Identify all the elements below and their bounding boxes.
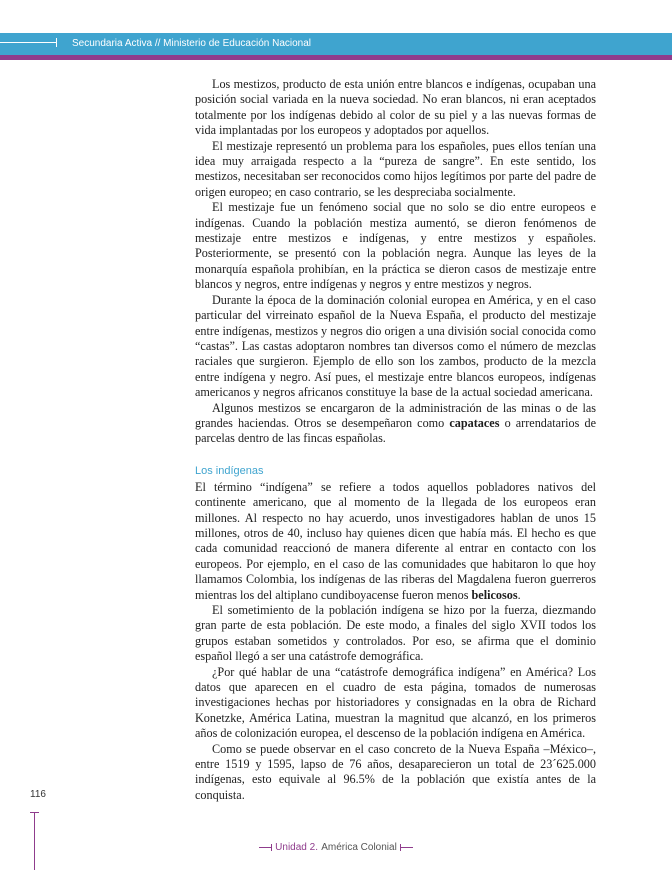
margin-rule — [34, 812, 35, 870]
paragraph: Los mestizos, producto de esta unión entre blancos e indígenas, ocupaban una posición social variada en la nueva sociedad. No eran blancos, ni eran aceptados totalmente por los indígenas debido al color de su piel y a las nuevas formas de vida implantadas por los europeos y adoptados por aquellos. — [195, 77, 596, 138]
paragraph: El mestizaje representó un problema para los españoles, pues ellos tenían una idea muy arraigada respecto a la “pureza de sangre”. En este sentido, los mestizos, necesitaban ser reconocidos como hijos legítimos por parte del padre de origen europeo; en caso contrario, se les despreciaba socialmente. — [195, 138, 596, 199]
paragraph: El sometimiento de la población indígena se hizo por la fuerza, diezmando gran parte de esta población. De este modo, a finales del siglo XVII todos los grupos estaban sometidos y controlados. Por eso, se afirma que el dominio español llegó a ser una catástrofe demográfica. — [195, 603, 596, 664]
footer-left-mark — [259, 847, 272, 848]
footer-right-mark — [400, 847, 413, 848]
bold-term-belicosos: belicosos — [471, 587, 518, 602]
page-number: 116 — [30, 789, 46, 800]
text-run: El término “indígena” se refiere a todos aquellos pobladores nativos del continente americano, que al momento de la llegada de los europeos eran millones. Al respecto no hay acuerdo, unos investigadores hablan de unos 15 millones, otros de 40, incluso hay quienes dicen que había más. El hecho es que cada comunidad reaccionó de manera diferente al entrar en contacto con los europeos. Por ejemplo, en el caso de las comunidades que habitaron lo que hoy llamamos Colombia, los indígenas de las riberas del Magdalena fueron guerreros mientras los del altiplano cundiboyacense fueron menos — [195, 479, 596, 602]
paragraph: Durante la época de la dominación colonial europea en América, y en el caso particular del virreinato español de la Nueva España, el producto del mestizaje entre indígenas, mestizos y negros dio origen a una división social conocida como “castas”. Las castas adoptaron nombres tan diversos como el número de mezclas raciales que surgieron. Ejemplo de ello son los zambos, producto de la mezcla entre indígena y negro. Así pues, el mestizaje entre blancos europeos, indígenas americanos y negros africanos constituye la base de la actual sociedad americana. — [195, 292, 596, 400]
paragraph: ¿Por qué hablar de una “catástrofe demográfica indígena” en América? Los datos que aparecen en el cuadro de esta página, tomados de numerosas investigaciones hechas por historiadores y consignadas en la obra de Richard Konetzke, América Latina, muestran la magnitud que alcanzó, en los primeros años de colonización europea, el descenso de la población indígena en América. — [195, 664, 596, 741]
paragraph: El mestizaje fue un fenómeno social que no solo se dio entre europeos e indígenas. Cuando la población mestiza aumentó, se dieron fenómenos de mestizaje entre mestizos e indígenas, y entre mestizos y españoles. Posteriormente, se presentó con la población negra. Aunque las leyes de la monarquía española prohibían, en la práctica se dieron casos de mestizaje entre blancos y negros, entre indígenas y negros y entre mestizos y negros. — [195, 200, 596, 292]
header-stripe — [0, 55, 672, 60]
footer-unit-title: América Colonial — [321, 842, 397, 853]
main-text — [195, 77, 596, 803]
header-rule — [0, 42, 56, 43]
header-title: Secundaria Activa // Ministerio de Educación Nacional — [72, 38, 312, 49]
text-run: Algunos mestizos se encargaron de la administración de las minas o de las grandes haciendas. Otros se desempeñaron como — [195, 400, 596, 430]
text-run: o arrendatarios de parcelas dentro de las fincas españolas. — [195, 415, 596, 446]
paragraph-capataces — [195, 401, 596, 447]
section-heading: Los indígenas — [195, 464, 264, 477]
header-rule-tick — [56, 38, 57, 47]
text-run: . — [517, 587, 521, 602]
paragraph: Como se puede observar en el caso concreto de la Nueva España –México–, entre 1519 y 1595, lapso de 76 años, desaparecieron un total de 23´625.000 indígenas, esto equivale al 96.5% de la población que existía antes de la conquista. — [195, 741, 596, 802]
paragraph-belicosos — [195, 480, 596, 603]
bold-term-capataces: capataces — [449, 415, 500, 430]
footer-unit-label: Unidad 2. — [275, 842, 318, 853]
footer — [0, 842, 672, 853]
